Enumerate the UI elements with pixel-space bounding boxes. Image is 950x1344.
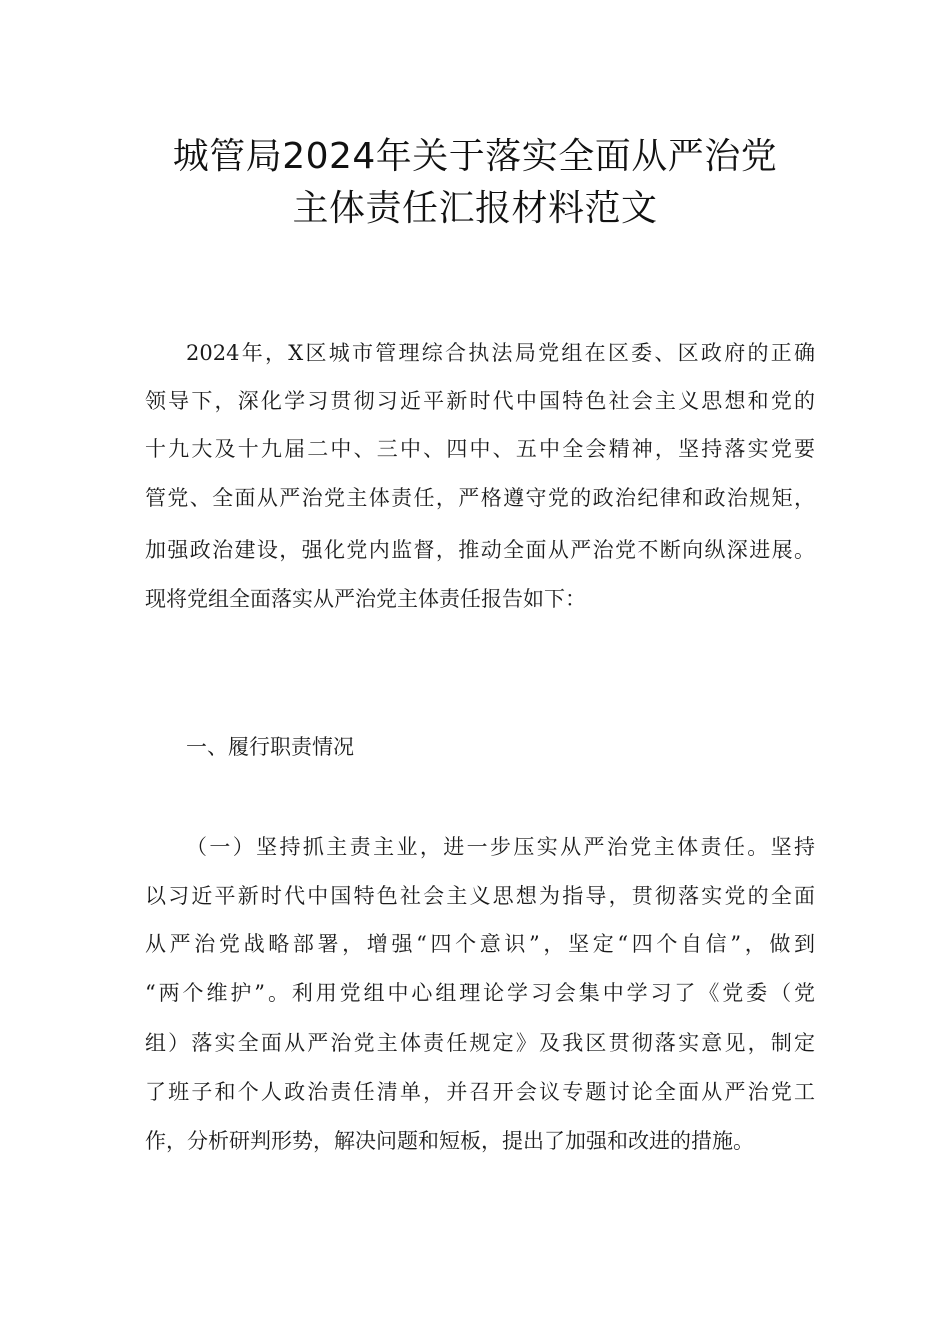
paragraph-line: 管党、全面从严治党主体责任，严格遵守党的政治纪律和政治规矩，: [145, 486, 815, 510]
paragraph-line: 领导下，深化学习贯彻习近平新时代中国特色社会主义思想和党的: [145, 389, 815, 413]
paragraph-line: “两个维护”。利用党组中心组理论学习会集中学习了《党委（党: [145, 981, 815, 1005]
paragraph-line: 从严治党战略部署，增强“四个意识”，坚定“四个自信”，做到: [145, 932, 815, 956]
paragraph-line: 以习近平新时代中国特色社会主义思想为指导，贯彻落实党的全面: [145, 884, 815, 908]
paragraph-line: 现将党组全面落实从严治党主体责任报告如下：: [145, 587, 586, 611]
section-heading: 一、履行职责情况: [186, 735, 354, 759]
paragraph-line: 组）落实全面从严治党主体责任规定》及我区贯彻落实意见，制定: [145, 1031, 815, 1055]
paragraph-line: （一）坚持抓主责主业，进一步压实从严治党主体责任。坚持: [186, 835, 815, 859]
paragraph-line: 了班子和个人政治责任清单，并召开会议专题讨论全面从严治党工: [145, 1080, 815, 1104]
paragraph-line: 作，分析研判形势，解决问题和短板，提出了加强和改进的措施。: [145, 1129, 754, 1153]
paragraph-line: 十九大及十九届二中、三中、四中、五中全会精神，坚持落实党要: [145, 437, 815, 461]
paragraph-line: 2024年，X区城市管理综合执法局党组在区委、区政府的正确: [186, 341, 815, 365]
document-title-line-2: 主体责任汇报材料范文: [292, 188, 658, 229]
paragraph-line: 加强政治建设，强化党内监督，推动全面从严治党不断向纵深进展。: [145, 538, 815, 562]
document-title-line-1: 城管局2024年关于落实全面从严治党: [172, 136, 778, 177]
